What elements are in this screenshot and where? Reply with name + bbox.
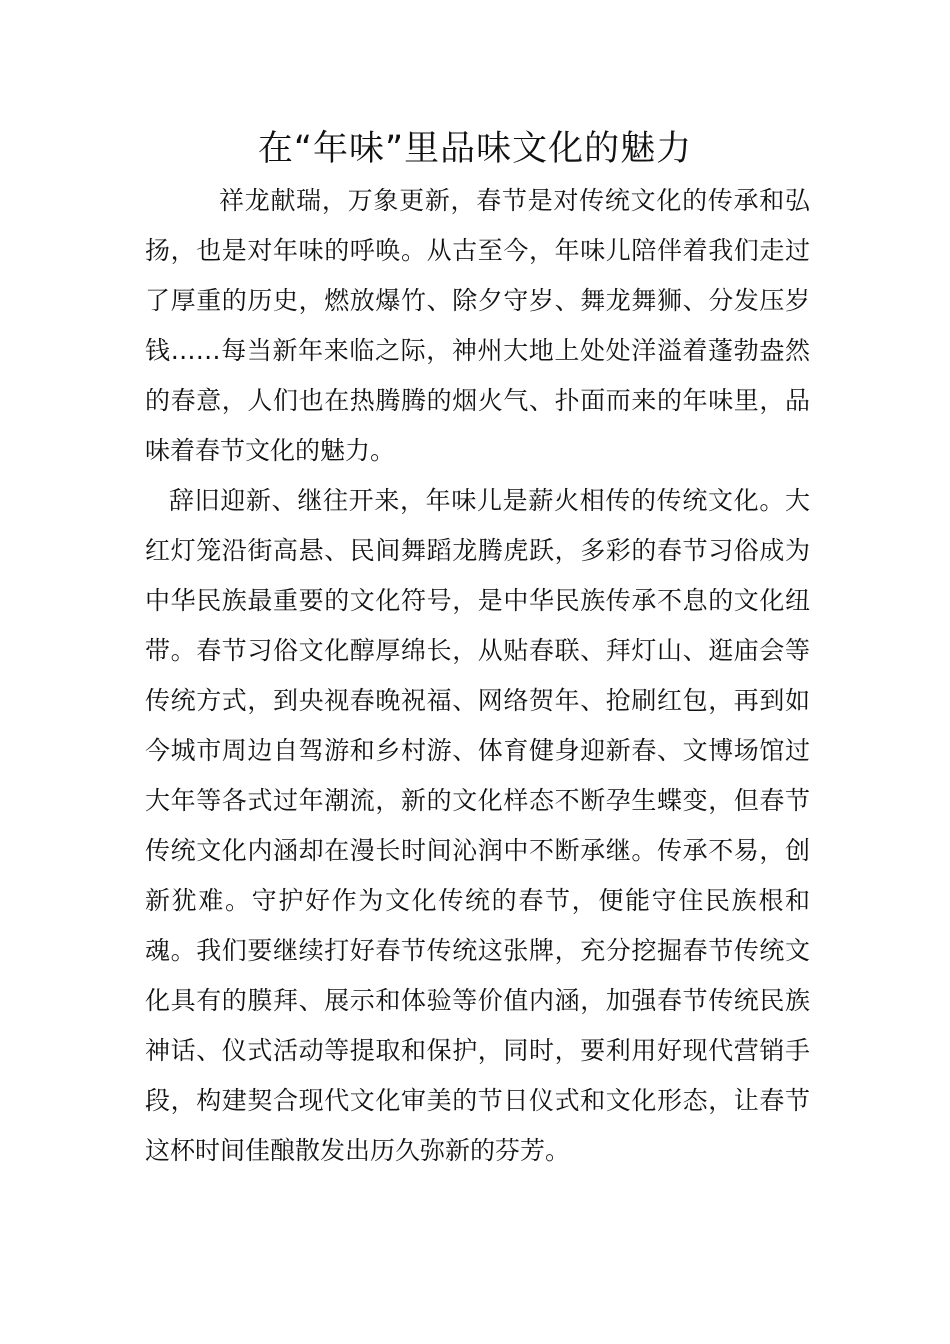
document-title: 在“年味”里品味文化的魅力: [257, 129, 693, 169]
document-body: [145, 176, 810, 1176]
paragraph-2: 辞旧迎新、继往开来，年味儿是薪火相传的传统文化。大红灯笼沿街高悬、民间舞蹈龙腾虎跃，多彩的春节习俗成为中华民族最重要的文化符号，是中华民族传承不息的文化纽带。春节习俗文化醇厚绵长，从贴春联、拜灯山、逛庙会等传统方式，到央视春晚祝福、网络贺年、抢刷红包，再到如今城市周边自驾游和乡村游、体育健身迎新春、文博场馆过大年等各式过年潮流，新的文化样态不断孕生蝶变，但春节传统文化内涵却在漫长时间沁润中不断承继。传承不易，创新犹难。守护好作为文化传统的春节，便能守住民族根和魂。我们要继续打好春节传统这张牌，充分挖掘春节传统文化具有的膜拜、展示和体验等价值内涵，加强春节传统民族神话、仪式活动等提取和保护，同时，要利用好现代营销手段，构建契合现代文化审美的节日仪式和文化形态，让春节这杯时间佳酿散发出历久弥新的芬芳。: [145, 486, 810, 1165]
paragraph-1: 祥龙献瑞，万象更新，春节是对传统文化的传承和弘扬，也是对年味的呼唤。从古至今，年味儿陪伴着我们走过了厚重的历史，燃放爆竹、除夕守岁、舞龙舞狮、分发压岁钱……每当新年来临之际，神州大地上处处洋溢着蓬勃盎然的春意，人们也在热腾腾的烟火气、扑面而来的年味里，品味着春节文化的魅力。: [145, 186, 810, 465]
